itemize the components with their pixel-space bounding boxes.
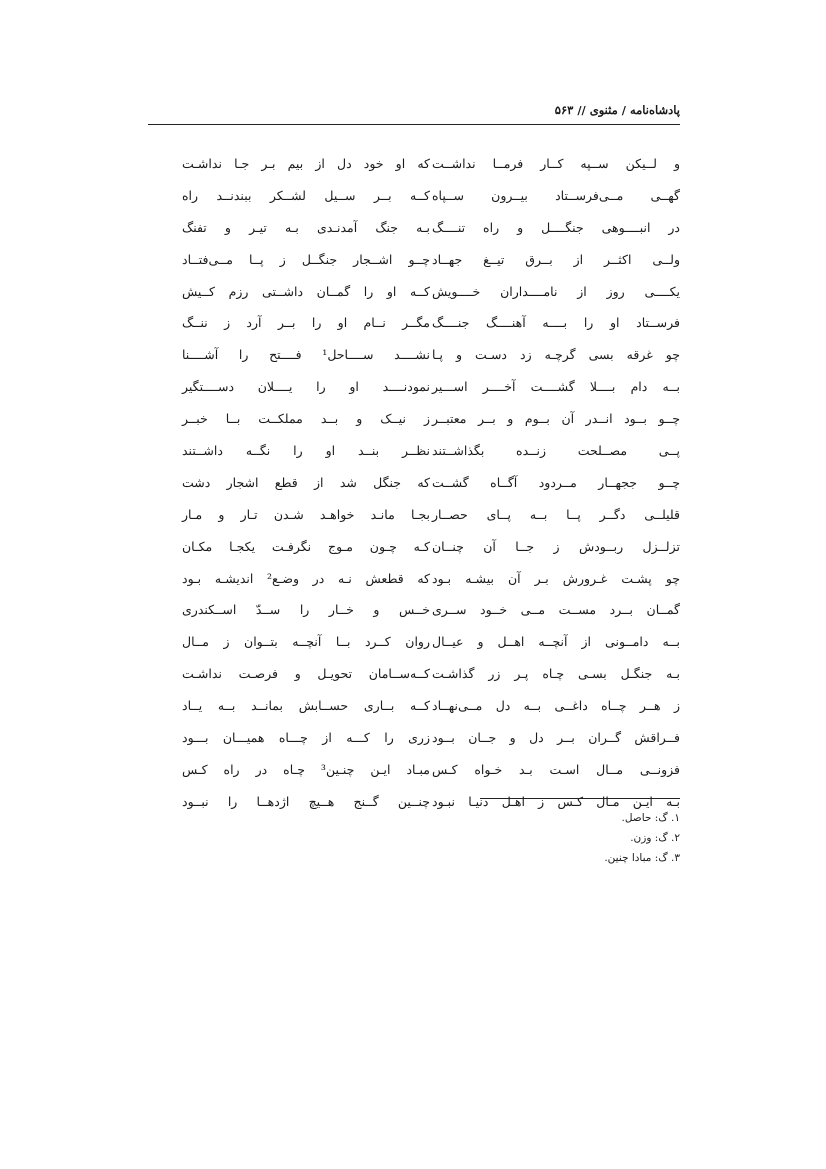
- verse-line: فــراقش گــران بــر دل و جــان بــود: [432, 730, 680, 746]
- footnote-divider: [480, 798, 680, 799]
- verse-line: تزلــزل ربــودش ز جــا آن چنــان: [432, 538, 680, 554]
- verse-line: بــه دام بــــلا گشــــت آخــــر اســـیر: [432, 379, 680, 395]
- verse-line: که قطعش نـه در وضـع² اندیشـه بـود: [182, 570, 431, 586]
- verse-line: نمودنــــد او را یــــلان دســــتگیر: [182, 379, 430, 395]
- verse-line: ز هــر چــاه داغــی بــه دل مــی‌نهــاد: [432, 698, 680, 714]
- verse-line: نظــر بنــد او را نگــه داشــتند: [182, 443, 430, 459]
- running-header-title: پادشاه‌نامه / مثنوی // ۵۶۳: [554, 103, 680, 117]
- verse-line: که جنگل شد از قطع اشجار دشت: [182, 474, 430, 490]
- verse-line: پــی مصــلحت زنــده بگذاشــتند: [432, 443, 680, 459]
- verse-line: در انبــــوهی جنگــــل و راه تنــــگ: [432, 219, 680, 235]
- verse-line: بـه جنگ آمدنـدی بـه تیـر و تفنگ: [182, 219, 430, 235]
- verse-line: چنــین گــنج هــیچ اژدهــا را نبــود: [182, 793, 430, 809]
- verse-line: قلیلــی دگــر پــا بــه پــای حصــار: [432, 506, 680, 522]
- footnote-item: ۳. گ: مبادا چنین.: [604, 852, 680, 864]
- verse-line: کــه او را گمــان داشــتی رزم کــیش: [182, 283, 430, 299]
- verse-line: چــو بــود انــدر آن بــوم و بــر معتبــر: [432, 411, 680, 427]
- verse-line: بـه ایـن مـال کـس ز اهـل دنیـا نبـود: [432, 793, 680, 809]
- verse-line: گمــان بــرد مســت مــی خــود ســری: [432, 602, 680, 618]
- verse-line: بــه دامــونی از آنچــه اهــل و عیــال: [432, 634, 680, 650]
- verse-line: چــو اشــجار جنگــل ز پــا مــی‌فتــاد: [182, 251, 430, 267]
- verse-line: چو غرقه بسی گرچـه زد دسـت و پـا: [432, 347, 680, 363]
- poem-column-left: [182, 148, 430, 818]
- verse-line: مگــر نــام او را بــر آرد ز ننــگ: [182, 315, 430, 331]
- verse-line: مبـاد ایـن چنـین³ چـاه در راه کـس: [182, 761, 430, 777]
- verse-line: کــه بــاری حســابش بمانــد بــه یــاد: [182, 698, 430, 714]
- verse-line: فزونــی مــال اسـت بـد خـواه کـس: [432, 761, 680, 777]
- verse-line: زری را کـــه از چـــاه همیـــان بـــود: [182, 730, 430, 746]
- verse-line: ز نیــک و بــد مملکــت بــا خبــر: [182, 411, 430, 427]
- verse-line: خــس و خــار را ســدّ اســکندری: [182, 602, 430, 618]
- poem-column-right: [432, 148, 680, 818]
- verse-line: فرســتاد او را بــــه آهنــــگ جنــــگ: [432, 315, 680, 331]
- verse-line: بجـا مانـد خواهـد شـدن تـار و مـار: [182, 506, 430, 522]
- verse-line: ولــی اکثــر از بــرق تیــغ جهــاد: [432, 251, 680, 267]
- verse-line: و لــیکن ســپه کــار فرمــا نداشــت: [432, 156, 680, 171]
- footnote-item: ۲. گ: وزن.: [630, 832, 680, 844]
- verse-line: که او خود دل از بیم بـر جـا نداشـت: [182, 156, 430, 171]
- verse-line: کـه چـون مـوج نگرفـت یکجـا مکـان: [182, 538, 430, 554]
- verse-line: چو پشـت غـرورش بـر آن بیشـه بـود: [432, 570, 680, 586]
- verse-line: کــه بــر ســیل لشــکر ببندنــد راه: [182, 187, 430, 203]
- footnotes: [480, 808, 680, 868]
- running-header: [148, 96, 680, 125]
- verse-line: نشــــد ســــاحل¹ فــــتح را آشــــنا: [182, 347, 430, 363]
- verse-line: یکــــی روز از نامــــداران خــــویش: [432, 283, 680, 299]
- verse-line: روان کــرد بــا آنچــه بتــوان ز مــال: [182, 634, 430, 650]
- verse-line: کــه‌ســامان تحویـل و فرصـت نداشـت: [182, 666, 430, 682]
- footnote-item: ۱. گ: حاصل.: [621, 812, 680, 824]
- verse-line: بـه جنگـل بسـی چـاه پـر زر گذاشـت: [432, 666, 680, 682]
- verse-line: چــو ججهــار مــردود آگــاه گشــت: [432, 474, 680, 490]
- verse-line: گهــی مــی‌فرســتاد بیــرون ســپاه: [432, 187, 680, 203]
